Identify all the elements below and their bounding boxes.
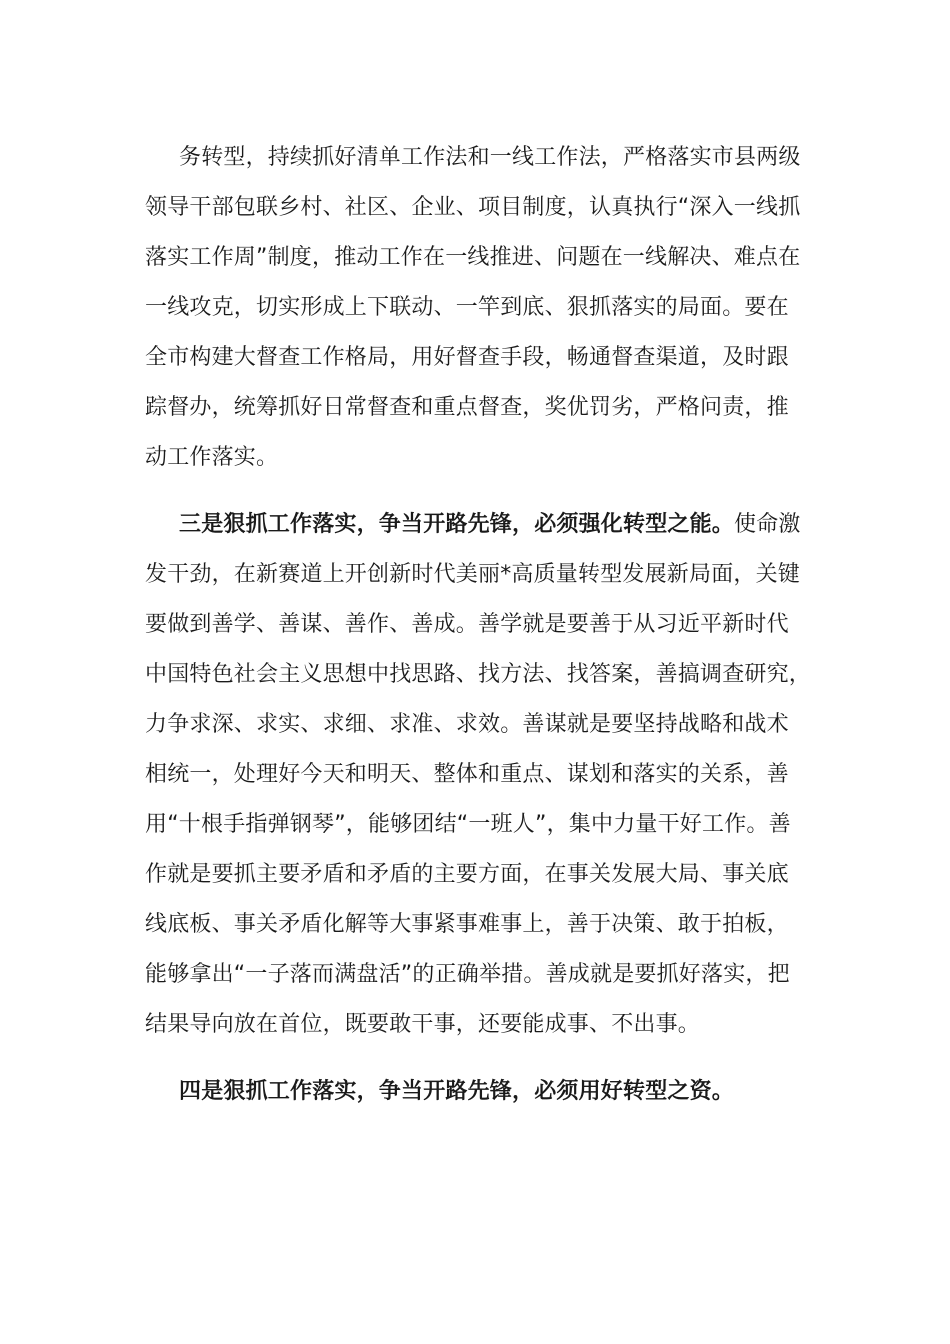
paragraph-line: 结果导向放在首位，既要敢干事，还要能成事、不出事。 (145, 1012, 701, 1037)
paragraph-line: 能够拿出“一子落而满盘活”的正确举措。善成就是要抓好落实，把 (145, 962, 790, 987)
paragraph-line: 中国特色社会主义思想中找思路、找方法、找答案，善搞调查研究， (145, 662, 812, 687)
paragraph-line: 相统一，处理好今天和明天、整体和重点、谋划和落实的关系，善 (145, 762, 789, 787)
paragraph-line: 作就是要抓主要矛盾和矛盾的主要方面，在事关发展大局、事关底 (145, 862, 789, 887)
paragraph-line: 用“十根手指弹钢琴”，能够团结“一班人”，集中力量干好工作。善 (145, 812, 791, 837)
paragraph-text: 使命激 (734, 512, 801, 537)
paragraph-line: 发干劲，在新赛道上开创新时代美丽*高质量转型发展新局面，关键 (145, 562, 801, 587)
paragraph-line: 要做到善学、善谋、善作、善成。善学就是要善于从习近平新时代 (145, 612, 789, 637)
paragraph-3 (145, 1067, 810, 1117)
paragraph-2 (145, 500, 810, 1050)
paragraph-line: 踪督办，统筹抓好日常督查和重点督查，奖优罚劣，严格问责，推 (145, 395, 789, 420)
paragraph-line: 落实工作周”制度，推动工作在一线推进、问题在一线解决、难点在 (145, 245, 801, 270)
paragraph-line: 力争求深、求实、求细、求准、求效。善谋就是要坚持战略和战术 (145, 712, 789, 737)
paragraph-spacer (145, 1050, 810, 1067)
paragraph-line: 领导干部包联乡村、社区、企业、项目制度，认真执行“深入一线抓 (145, 195, 801, 220)
paragraph-line: 全市构建大督查工作格局，用好督查手段，畅通督查渠道，及时跟 (145, 345, 789, 370)
section-heading: 四是狠抓工作落实，争当开路先锋，必须用好转型之资。 (179, 1079, 735, 1104)
document-body (145, 133, 810, 1117)
paragraph-line: 务转型，持续抓好清单工作法和一线工作法，严格落实市县两级 (179, 145, 801, 170)
paragraph-first-line (145, 500, 810, 550)
paragraph-1 (145, 133, 810, 483)
paragraph-spacer (145, 483, 810, 500)
section-heading: 三是狠抓工作落实，争当开路先锋，必须强化转型之能。 (179, 512, 735, 537)
paragraph-line: 线底板、事关矛盾化解等大事紧事难事上，善于决策、敢于拍板， (145, 912, 789, 937)
paragraph-line: 动工作落实。 (145, 445, 279, 470)
paragraph-line: 一线攻克，切实形成上下联动、一竿到底、狠抓落实的局面。要在 (145, 295, 789, 320)
